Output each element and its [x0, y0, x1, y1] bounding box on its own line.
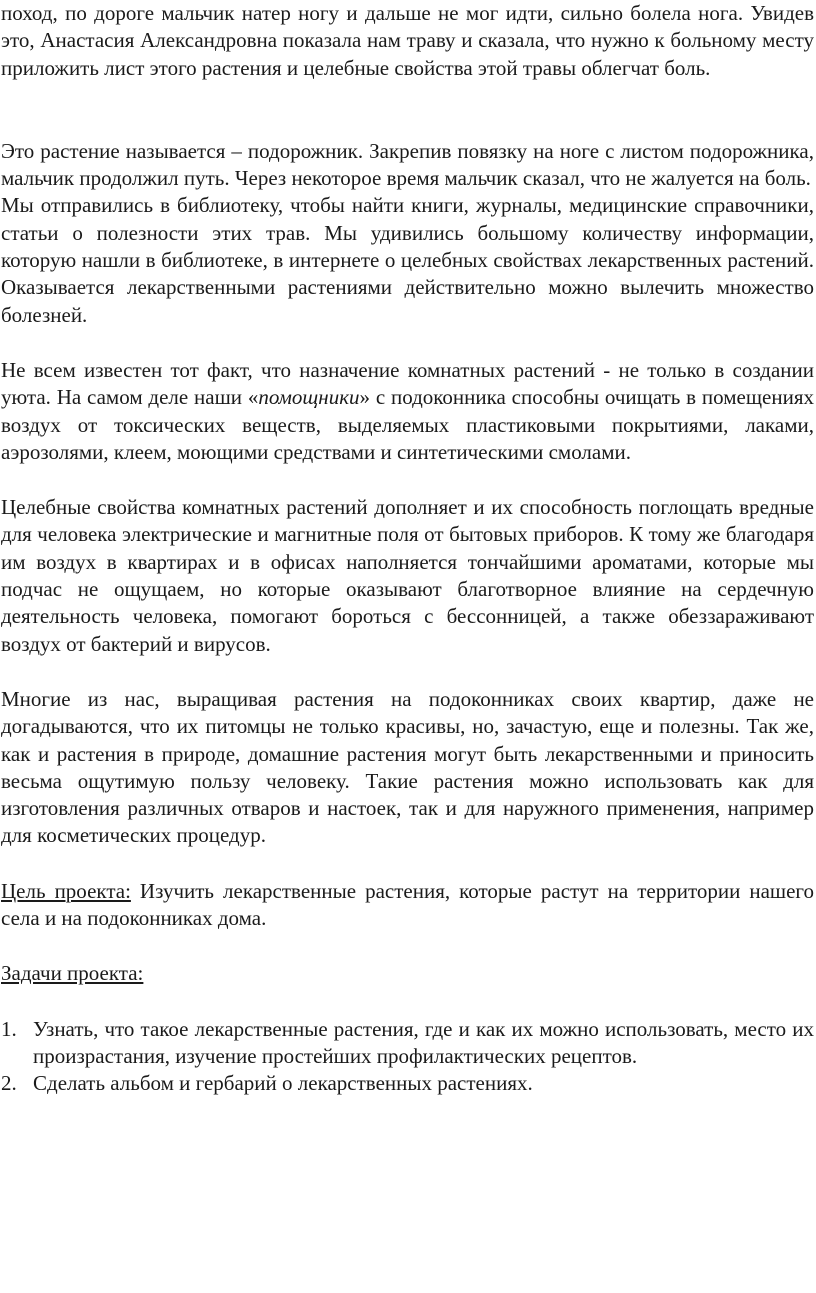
paragraph-spacer	[1, 466, 814, 494]
paragraph-indoor-plants	[1, 357, 814, 466]
paragraph-plantain: Это растение называется – подорожник. Закрепив повязку на ноге с листом подорожника, мальчик продолжил путь. Через некоторое время мальчик сказал, что не жалуется на боль.	[1, 138, 814, 191]
document-page	[1, 0, 814, 1098]
list-item	[1, 1070, 814, 1097]
tasks-list	[1, 1016, 814, 1098]
goal-label: Цель проекта:	[1, 878, 131, 903]
paragraph-spacer	[1, 850, 814, 878]
paragraph-spacer	[1, 658, 814, 686]
project-goal	[1, 878, 814, 933]
paragraph-text: » с подоконника способны очищать в помещениях воздух от токсических веществ, выделяемых пластиковыми покрытиями, лаками, аэрозолями, клеем, моющими средствами и синтетическими смолами.	[1, 385, 814, 464]
paragraph-spacer	[1, 329, 814, 357]
paragraph-text: Не всем известен тот факт, что назначение комнатных растений - не только в создании уюта. На самом деле наши «	[1, 357, 814, 410]
paragraph-spacer	[1, 82, 814, 138]
paragraph-healing-properties: Целебные свойства комнатных растений дополняет и их способность поглощать вредные для человека электрические и магнитные поля от бытовых приборов. К тому же благодаря им воздух в квартирах и в офисах наполняется тончайшими ароматами, которые мы подчас не ощущаем, но которые оказывают благотворное влияние на сердечную деятельность человека, помогают бороться с бессонницей, а также обеззараживают воздух от бактерий и вирусов.	[1, 495, 814, 656]
list-item-number: 1.	[1, 1016, 17, 1041]
italic-term: помощники	[258, 385, 360, 410]
tasks-heading	[1, 960, 814, 987]
goal-text: Изучить лекарственные растения, которые растут на территории нашего села и на подоконниках дома.	[1, 878, 814, 931]
list-item-text: Узнать, что такое лекарственные растения, где и как их можно использовать, место их произрастания, изучение простейших профилактических рецептов.	[33, 1016, 814, 1068]
list-item-text: Сделать альбом и гербарий о лекарственных растениях.	[33, 1071, 533, 1096]
list-item	[1, 1016, 814, 1071]
list-item-number: 2.	[1, 1071, 17, 1096]
paragraph-spacer	[1, 988, 814, 1016]
paragraph-spacer	[1, 932, 814, 960]
paragraph-windowsill: Многие из нас, выращивая растения на подоконниках своих квартир, даже не догадываются, что их питомцы не только красивы, но, зачастую, еще и полезны. Так же, как и растения в природе, домашние растения могут быть лекарственными и приносить весьма ощутимую пользу человеку. Такие растения можно использовать как для изготовления различных отваров и настоек, так и для наружного применения, например для косметических процедур.	[1, 686, 814, 848]
paragraph-library: Мы отправились в библиотеку, чтобы найти книги, журналы, медицинские справочники, статьи о полезности этих трав. Мы удивились большому количеству информации, которую нашли в библиотеке, в интернете о целебных свойствах лекарственных растений. Оказывается лекарственными растениями действительно можно вылечить множество болезней.	[1, 193, 814, 327]
tasks-heading-label: Задачи проекта:	[1, 961, 144, 986]
paragraph-intro: поход, по дороге мальчик натер ногу и дальше не мог идти, сильно болела нога. Увидев это, Анастасия Александровна показала нам траву и сказала, что нужно к больному месту приложить лист этого растения и целебные свойства этой травы облегчат боль.	[1, 1, 814, 80]
